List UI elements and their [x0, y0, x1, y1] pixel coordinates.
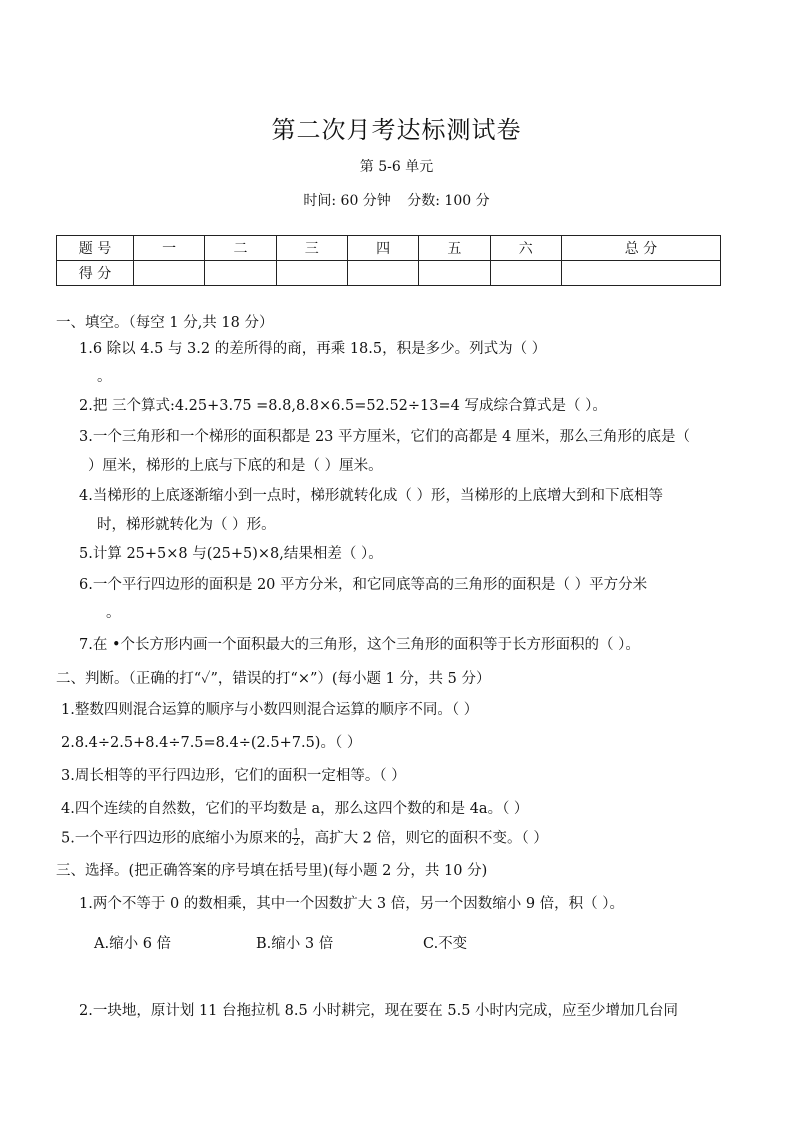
score-input-cell[interactable] [347, 261, 418, 286]
question-text: 5.一个平行四边形的底缩小为原来的 [61, 830, 293, 847]
score-cell: 五 [419, 236, 490, 261]
question-text: 4.四个连续的自然数，它们的平均数是 a，那么这四个数的和是 4a。（ ） [61, 801, 529, 817]
score-cell: 三 [276, 236, 347, 261]
question-text: 时，梯形就转化为（ ）形。 [97, 517, 276, 533]
score-cell: 总 分 [561, 236, 720, 261]
question-text-with-fraction [61, 829, 548, 848]
page-title: 第二次月考达标测试卷 [271, 116, 522, 144]
exam-info [0, 190, 793, 210]
question-text: 1.整数四则混合运算的顺序与小数四则混合运算的顺序不同。（ ） [61, 702, 479, 718]
score-input-cell[interactable] [134, 261, 205, 286]
fraction-denominator: 2 [293, 838, 300, 848]
question-text: 。 [97, 369, 112, 385]
score-input-cell[interactable] [276, 261, 347, 286]
score-table-header-row [57, 236, 721, 261]
score-cell: 题 号 [57, 236, 134, 261]
fraction [292, 829, 300, 848]
score-table-score-row [57, 261, 721, 286]
section-heading-true-false: 二、判断。（正确的打“✓”，错误的打“×”）(每小题 1 分，共 5 分） [56, 671, 491, 687]
question-text: ）厘米，梯形的上底与下底的和是（ ）厘米。 [88, 458, 383, 474]
score-input-cell[interactable] [561, 261, 720, 286]
unit-subtitle: 第 5-6 单元 [359, 159, 434, 175]
question-text: 5.计算 25+5×8 与(25+5)×8,结果相差（ ）。 [79, 546, 383, 562]
score-cell: 得 分 [57, 261, 134, 286]
question-text: 1.两个不等于 0 的数相乘，其中一个因数扩大 3 倍，另一个因数缩小 9 倍，积（ ）。 [79, 896, 625, 912]
section-heading-multiple-choice: 三、选择。(把正确答案的序号填在括号里)(每小题 2 分，共 10 分) [56, 863, 488, 879]
question-text: 1.6 除以 4.5 与 3.2 的差所得的商，再乘 18.5，积是多少。列式为（ ） [79, 341, 547, 357]
question-text: 7.在 •个长方形内画一个面积最大的三角形，这个三角形的面积等于长方形面积的（ ）。 [79, 637, 640, 653]
choice-option-a[interactable]: A.缩小 6 倍 [94, 936, 172, 952]
score-cell: 二 [205, 236, 276, 261]
question-text: ，高扩大 2 倍，则它的面积不变。（ ） [300, 830, 548, 847]
question-text: 6.一个平行四边形的面积是 20 平方分米，和它同底等高的三角形的面积是（ ）平方分米 [79, 577, 648, 593]
section-heading-fill-blank: 一、填空。（每空 1 分,共 18 分） [56, 315, 274, 331]
question-text: 2.把 三个算式:4.25+3.75 =8.8,8.8×6.5=52.52÷13=4 写成综合算式是（ ）。 [79, 398, 607, 414]
question-text: 3.周长相等的平行四边形，它们的面积一定相等。（ ） [61, 768, 406, 784]
score-table [56, 235, 721, 286]
time-label: 时间: 60 分钟 [303, 193, 391, 209]
choice-option-c[interactable]: C.不变 [423, 936, 468, 952]
score-cell: 六 [490, 236, 561, 261]
fraction-numerator: 1 [293, 828, 300, 838]
score-input-cell[interactable] [205, 261, 276, 286]
question-text: 3.一个三角形和一个梯形的面积都是 23 平方厘米，它们的高都是 4 厘米，那么三角形的底是（ [79, 429, 690, 445]
score-input-cell[interactable] [419, 261, 490, 286]
question-text: 2.8.4÷2.5+8.4÷7.5=8.4÷(2.5+7.5)。（ ） [61, 735, 362, 751]
choice-option-b[interactable]: B.缩小 3 倍 [256, 936, 334, 952]
question-text: 。 [106, 605, 121, 621]
score-input-cell[interactable] [490, 261, 561, 286]
score-cell: 四 [347, 236, 418, 261]
question-text: 4.当梯形的上底逐渐缩小到一点时，梯形就转化成（ ）形，当梯形的上底增大到和下底相等 [79, 488, 663, 504]
score-cell: 一 [134, 236, 205, 261]
score-label: 分数: 100 分 [407, 193, 490, 209]
question-text: 2.一块地，原计划 11 台拖拉机 8.5 小时耕完，现在要在 5.5 小时内完成，应至少增加几台同 [79, 1003, 679, 1019]
